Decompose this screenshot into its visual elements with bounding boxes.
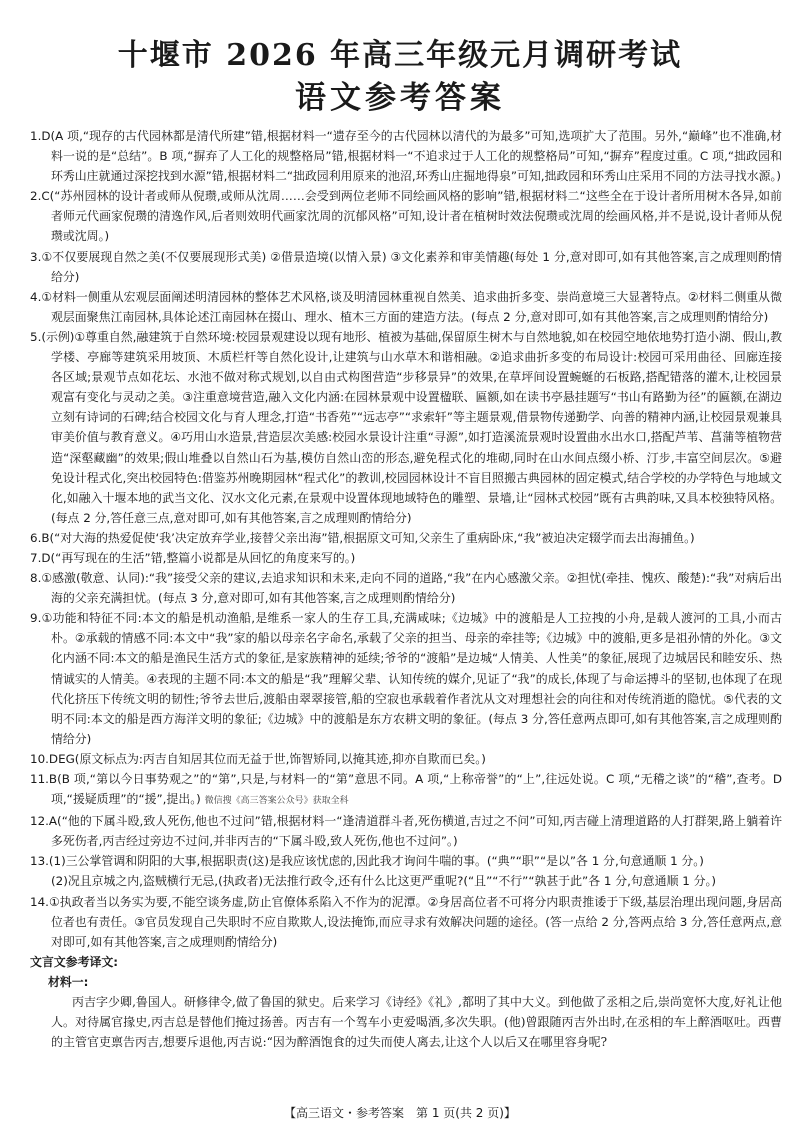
answer-item: [30, 186, 782, 246]
answer-number: 5.: [30, 329, 42, 344]
answer-item: [30, 892, 782, 952]
watermark-note: 微信搜《高三答案公众号》获取全科: [204, 796, 349, 807]
answer-text: A(“他的下属斗殴,致人死伤,他也不过问”错,根据材料一“逢清道群斗者,死伤横道,吉过之不问”可知,丙吉碰上清理道路的人打群架,路上躺着许多死伤者,丙吉经过旁边不过问,并非丙吉的“下属斗殴,致人死伤,他也不过问”。): [48, 814, 782, 849]
answer-number: 10.: [30, 751, 49, 766]
material-label: 材料一:: [48, 974, 89, 989]
answer-number: 14.: [30, 894, 49, 909]
answer-item: [30, 769, 782, 811]
answer-number: 2.: [30, 189, 42, 204]
answer-text: ①功能和特征不同:本文的船是机动渔船,是维系一家人的生存工具,充满咸味;《边城》中的渡船是人工拉拽的小舟,是载人渡河的工具,小而古朴。②承载的情感不同:本文中“我”家的船以母亲名字命名,承载了父亲的担当、母亲的牵挂等;《边城》中的渡船,更多是祖孙情的外化。③文化内涵不同:本文的船是渔民生活方式的象征,是家族精神的延续;爷爷的“渡船”是边城“人情美、人性美”的象征,展现了边城居民和睦安乐、热情诚实的人情美。④表现的主题不同:本文的船是“我”理解父辈、认知传统的媒介,见证了“我”的成长,体现了与命运搏斗的坚韧,也体现了在现代化挤压下传统文明的韧性;爷爷去世后,渡船由翠翠接管,船的空寂也承载着作者沈从文对理想社会的向往和对传统消逝的隐忧。⑤代表的文明不同:本文的船是西方海洋文明的象征;《边城》中的渡船是东方农耕文明的象征。(每点 3 分,答任意两点即可,如有其他答案,言之成理则酌情给分): [41, 611, 782, 746]
answer-text: ①材料一侧重从宏观层面阐述明清园林的整体艺术风格,谈及明清园林重视自然美、追求曲折多变、崇尚意境三大显著特点。②材料二侧重从微观层面聚焦江南园林,具体论述江南园林在掇山、理水、植木三方面的建造方法。(每点 2 分,意对即可,如有其他答案,言之成理则酌情给分): [41, 289, 782, 324]
answer-number: 3.: [30, 249, 42, 264]
answer-number: 1.: [30, 129, 42, 143]
answer-text: DEG(原文标点为:丙吉自知居其位而无益于世,饰智矫同,以掩其迹,抑亦自欺而已矣。): [48, 751, 486, 766]
answer-number: 13.: [30, 854, 49, 869]
answer-number: 12.: [30, 814, 49, 829]
answer-text: B(B 项,“第以今日事势观之”的“第”,只是,与材料一的“第”意思不同。A 项,“上称帝誉”的“上”,往远处说。C 项,“无稽之谈”的“稽”,查考。D 项,“援疑质理”的“援”,提出。): [48, 772, 782, 807]
answer-text: C(“苏州园林的设计者或师从倪瓒,或师从沈周……会受到两位老师不同绘画风格的影响”错,根据材料二“这些全在于设计者所用树木各异,如前者师元代画家倪瓒的清逸作风,后者则效明代画家沈周的沉郁风格”可知,设计者在植树时效法倪瓒或沈周的绘画风格,并不是说,设计者师从倪瓒或沈周。): [41, 189, 782, 244]
answer-number: 7.: [30, 550, 42, 565]
answer-item: [30, 608, 782, 749]
answer-item: [30, 568, 782, 608]
translation-heading: 文言文参考译文:: [30, 954, 118, 969]
answer-text: D(“再写现在的生活”错,整篇小说都是从回忆的角度来写的。): [41, 550, 356, 565]
answer-text: ①执政者当以务实为要,不能空谈务虚,防止官僚体系陷入不作为的泥潭。②身居高位者不可将分内职责推诿于下级,基层治理出现问题,身居高位者也有责任。③官员发现自己失职时不应自欺欺人,设法掩饰,而应寻求有效解决问题的途径。(答一点给 2 分,答两点给 3 分,答任意两点,意对即可,如有其他答案,言之成理则酌情给分): [48, 894, 782, 949]
answer-text: (示例)①尊重自然,融建筑于自然环境:校园景观建设以现有地形、植被为基础,保留原生树木与自然地貌,如在校园空地依地势打造小湖、假山,教学楼、亭廊等建筑采用坡顶、木质栏杆等自然化设计,让建筑与山水草木和谐相融。②追求曲折多变的布局设计:校园可采用曲径、回廊连接各区域;景观节点如花坛、水池不做对称式规划,以自由式构图营造“步移景异”的效果,在草坪间设置蜿蜒的石板路,搭配错落的灌木,让校园景观富有变化与灵动之美。③注重意境营造,融入文化内涵:在园林景观中设置楹联、匾额,如在读书亭悬挂题写“书山有路勤为径”的匾额,在湖边立刻有诗词的石碑;结合校园文化与育人理念,打造“书香苑”“远志亭”“求索轩”等主题景观,借景物传递勤学、向善的精神内涵,让校园景观兼具审美价值与教育意义。④巧用山水造景,营造层次美感:校园水景设计注重“寻源”,如打造溪流景观时设置曲水出水口,搭配芦苇、菖蒲等植物营造“深壑藏幽”的效果;假山堆叠以自然山石为基,模仿自然山峦的形态,避免程式化的堆砌,同时在山水间点缀小桥、汀步,丰富空间层次。⑤避免设计程式化,突出校园特色:借鉴苏州晚期园林“程式化”的教训,校园园林设计不盲目照搬古典园林的固定模式,结合学校的办学特色与地域文化,如融入十堰本地的武当文化、汉水文化元素,在景观中设置体现地域特色的雕塑、景墙,让“园林式校园”既有古典韵味,又具本校独特风格。(每点 2 分,答任意三点,意对即可,如有其他答案,言之成理则酌情给分): [41, 329, 782, 525]
answer-item: [30, 327, 782, 528]
answer-sub-item: (2)况且京城之内,盗贼横行无忌,(执政者)无法推行政令,还有什么比这更严重呢?(“且”“不行”“孰甚于此”各 1 分,句意通顺 1 分。): [51, 874, 717, 889]
answer-text: D(A 项,“现存的古代园林都是清代所建”错,根据材料一“遗存至今的古代园林以清代的为最多”可知,选项扩大了范围。另外,“巅峰”也不准确,材料一说的是“总结”。B 项,“摒弃了人工化的规整格局”错,根据材料一“不追求过于人工化的规整格局”可知,“摒弃”程度过重。C 项,“拙政园和环秀山庄就通过深挖找到水源”错,根据材料二“拙政园利用原来的池沼,环秀山庄掘地得泉”可知,拙政园和环秀山庄采用不同的方法寻找水源。): [41, 129, 782, 184]
exam-title: 十堰市 2026 年高三年级元月调研考试: [117, 38, 683, 73]
answer-item: [30, 749, 782, 769]
answer-item: [30, 811, 782, 851]
answer-item: [30, 851, 782, 871]
answer-item: [30, 126, 782, 186]
answer-number: 6.: [30, 530, 42, 545]
answer-text: (1)三公掌管调和阴阳的大事,根据职责(这)是我应该忧虑的,因此我才询问牛喘的事。(“典”“职”“是以”各 1 分,句意通顺 1 分。): [48, 854, 704, 869]
answer-text: ①不仅要展现自然之美(不仅要展现形式美) ②借景造境(以情入景) ③文化素养和审美情趣(每处 1 分,意对即可,如有其他答案,言之成理则酌情给分): [41, 249, 782, 284]
answer-number: 8.: [30, 571, 42, 586]
page-footer: 【高三语文・参考答案 第 1 页(共 2 页)】: [284, 1106, 516, 1120]
answer-number: 11.: [30, 772, 49, 786]
answer-item: [30, 528, 782, 548]
answer-text: ①感激(敬意、认同):“我”接受父亲的建议,去追求知识和未来,走向不同的道路,“我”在内心感激父亲。②担忧(牵挂、愧疚、酸楚):“我”对病后出海的父亲充满担忧。(每点 3 分,意对即可,如有其他答案,言之成理则酌情给分): [41, 571, 782, 606]
page-title: 语文参考答案: [295, 80, 505, 116]
answer-item: [30, 287, 782, 327]
answer-text: B(“对大海的热爱促使‘我’决定放弃学业,接替父亲出海”错,根据原文可知,父亲生了重病卧床,“我”被迫决定辍学而去出海捕鱼。): [41, 530, 695, 545]
answer-number: 9.: [30, 611, 42, 626]
answer-list: [30, 126, 782, 1052]
answer-item: [30, 548, 782, 568]
answer-number: 4.: [30, 289, 42, 304]
translation-text: 丙吉字少卿,鲁国人。研修律令,做了鲁国的狱史。后来学习《诗经》《礼》,都明了其中大义。到他做了丞相之后,崇尚宽怀大度,好礼让他人。对待属官掾史,丙吉总是替他们掩过扬善。丙吉有一个驾车小吏爱喝酒,多次失职。(他)曾跟随丙吉外出时,在丞相的车上醉酒呕吐。西曹的主管官吏禀告丙吉,想要斥退他,丙吉说:“因为醉酒饱食的过失而使人离去,让这个人以后又在哪里容身呢?: [51, 995, 782, 1050]
answer-item: [30, 247, 782, 287]
